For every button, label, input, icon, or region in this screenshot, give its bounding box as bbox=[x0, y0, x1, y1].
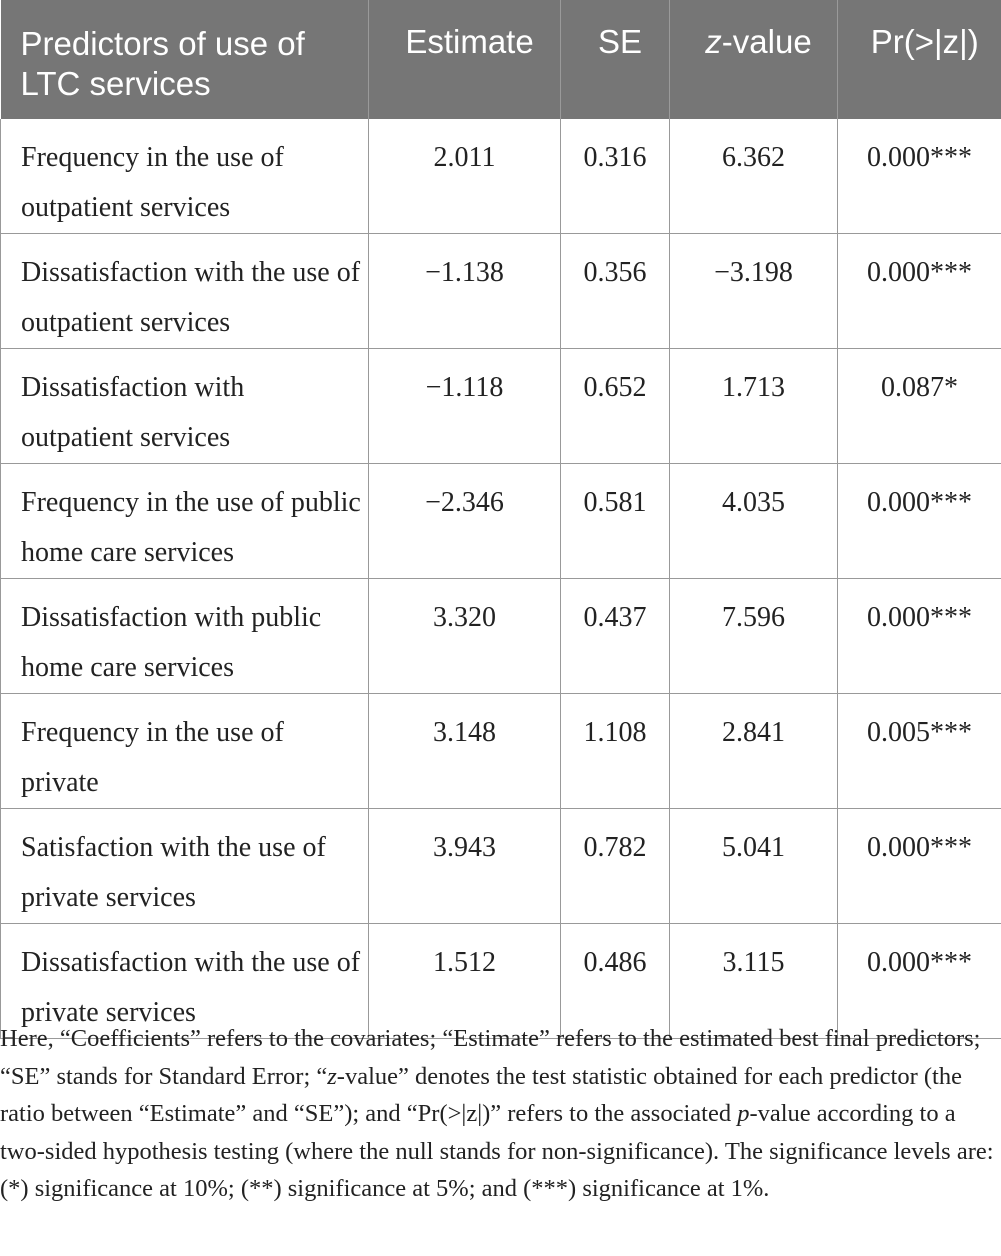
header-z-italic: z bbox=[705, 23, 722, 60]
cell-predictor: Frequency in the use of outpatient services bbox=[1, 119, 369, 234]
table-row bbox=[1, 119, 1001, 234]
cell-predictor: Dissatisfaction with public home care services bbox=[1, 579, 369, 694]
cell-z-value: 7.596 bbox=[670, 579, 838, 694]
cell-z-value: −3.198 bbox=[670, 234, 838, 349]
table-row bbox=[1, 579, 1001, 694]
cell-p-value: 0.000*** bbox=[838, 464, 1001, 579]
cell-predictor: Satisfaction with the use of private services bbox=[1, 809, 369, 924]
cell-predictor: Dissatisfaction with the use of outpatient services bbox=[1, 234, 369, 349]
cell-p-value: 0.000*** bbox=[838, 119, 1001, 234]
header-se: SE bbox=[561, 0, 670, 119]
cell-estimate: 3.148 bbox=[369, 694, 561, 809]
footnote-part3: -value according to a two-sided hypothesis testing (where the null stands for non-significance). The significance levels are: (*) significance at 10%; (**) significance at 5%; and (***) significance at 1%. bbox=[0, 1100, 994, 1202]
cell-z-value: 1.713 bbox=[670, 349, 838, 464]
cell-se: 0.356 bbox=[561, 234, 670, 349]
cell-se: 0.782 bbox=[561, 809, 670, 924]
cell-p-value: 0.005*** bbox=[838, 694, 1001, 809]
cell-z-value: 3.115 bbox=[670, 924, 838, 1039]
header-predictors: Predictors of use of LTC services bbox=[1, 0, 369, 119]
cell-estimate: −1.138 bbox=[369, 234, 561, 349]
header-estimate: Estimate bbox=[369, 0, 561, 119]
cell-se: 0.652 bbox=[561, 349, 670, 464]
cell-estimate: −1.118 bbox=[369, 349, 561, 464]
cell-estimate: 3.943 bbox=[369, 809, 561, 924]
cell-estimate: −2.346 bbox=[369, 464, 561, 579]
table-footnote bbox=[0, 1020, 1001, 1208]
cell-estimate: 3.320 bbox=[369, 579, 561, 694]
header-z-value bbox=[670, 0, 838, 119]
cell-predictor: Frequency in the use of private bbox=[1, 694, 369, 809]
cell-z-value: 5.041 bbox=[670, 809, 838, 924]
cell-p-value: 0.000*** bbox=[838, 579, 1001, 694]
cell-predictor: Frequency in the use of public home care services bbox=[1, 464, 369, 579]
cell-estimate: 1.512 bbox=[369, 924, 561, 1039]
cell-estimate: 2.011 bbox=[369, 119, 561, 234]
cell-predictor: Dissatisfaction with outpatient services bbox=[1, 349, 369, 464]
table-row bbox=[1, 464, 1001, 579]
header-z-rest: -value bbox=[721, 23, 812, 60]
cell-z-value: 4.035 bbox=[670, 464, 838, 579]
cell-p-value: 0.000*** bbox=[838, 924, 1001, 1039]
cell-se: 0.316 bbox=[561, 119, 670, 234]
cell-se: 0.437 bbox=[561, 579, 670, 694]
table-header-row bbox=[1, 0, 1001, 119]
cell-p-value: 0.000*** bbox=[838, 809, 1001, 924]
table-row bbox=[1, 349, 1001, 464]
table-row bbox=[1, 694, 1001, 809]
cell-se: 0.581 bbox=[561, 464, 670, 579]
cell-z-value: 6.362 bbox=[670, 119, 838, 234]
footnote-part2: -value” denotes the test statistic obtained for each predictor (the ratio between “Estimate” and “SE”); and “Pr(>|z|)” refers to the associated bbox=[0, 1062, 962, 1127]
table-row bbox=[1, 809, 1001, 924]
cell-predictor: Dissatisfaction with the use of private services bbox=[1, 924, 369, 1039]
header-p-value: Pr(>|z|) bbox=[838, 0, 1001, 119]
cell-p-value: 0.087* bbox=[838, 349, 1001, 464]
footnote-part1: Here, “Coefficients” refers to the covariates; “Estimate” refers to the estimated best final predictors; “SE” stands for Standard Error; “ bbox=[0, 1025, 981, 1090]
table-row bbox=[1, 234, 1001, 349]
footnote-z-italic: z bbox=[327, 1062, 337, 1090]
footnote-p-italic: p bbox=[737, 1100, 750, 1127]
cell-se: 0.486 bbox=[561, 924, 670, 1039]
cell-p-value: 0.000*** bbox=[838, 234, 1001, 349]
cell-se: 1.108 bbox=[561, 694, 670, 809]
cell-z-value: 2.841 bbox=[670, 694, 838, 809]
